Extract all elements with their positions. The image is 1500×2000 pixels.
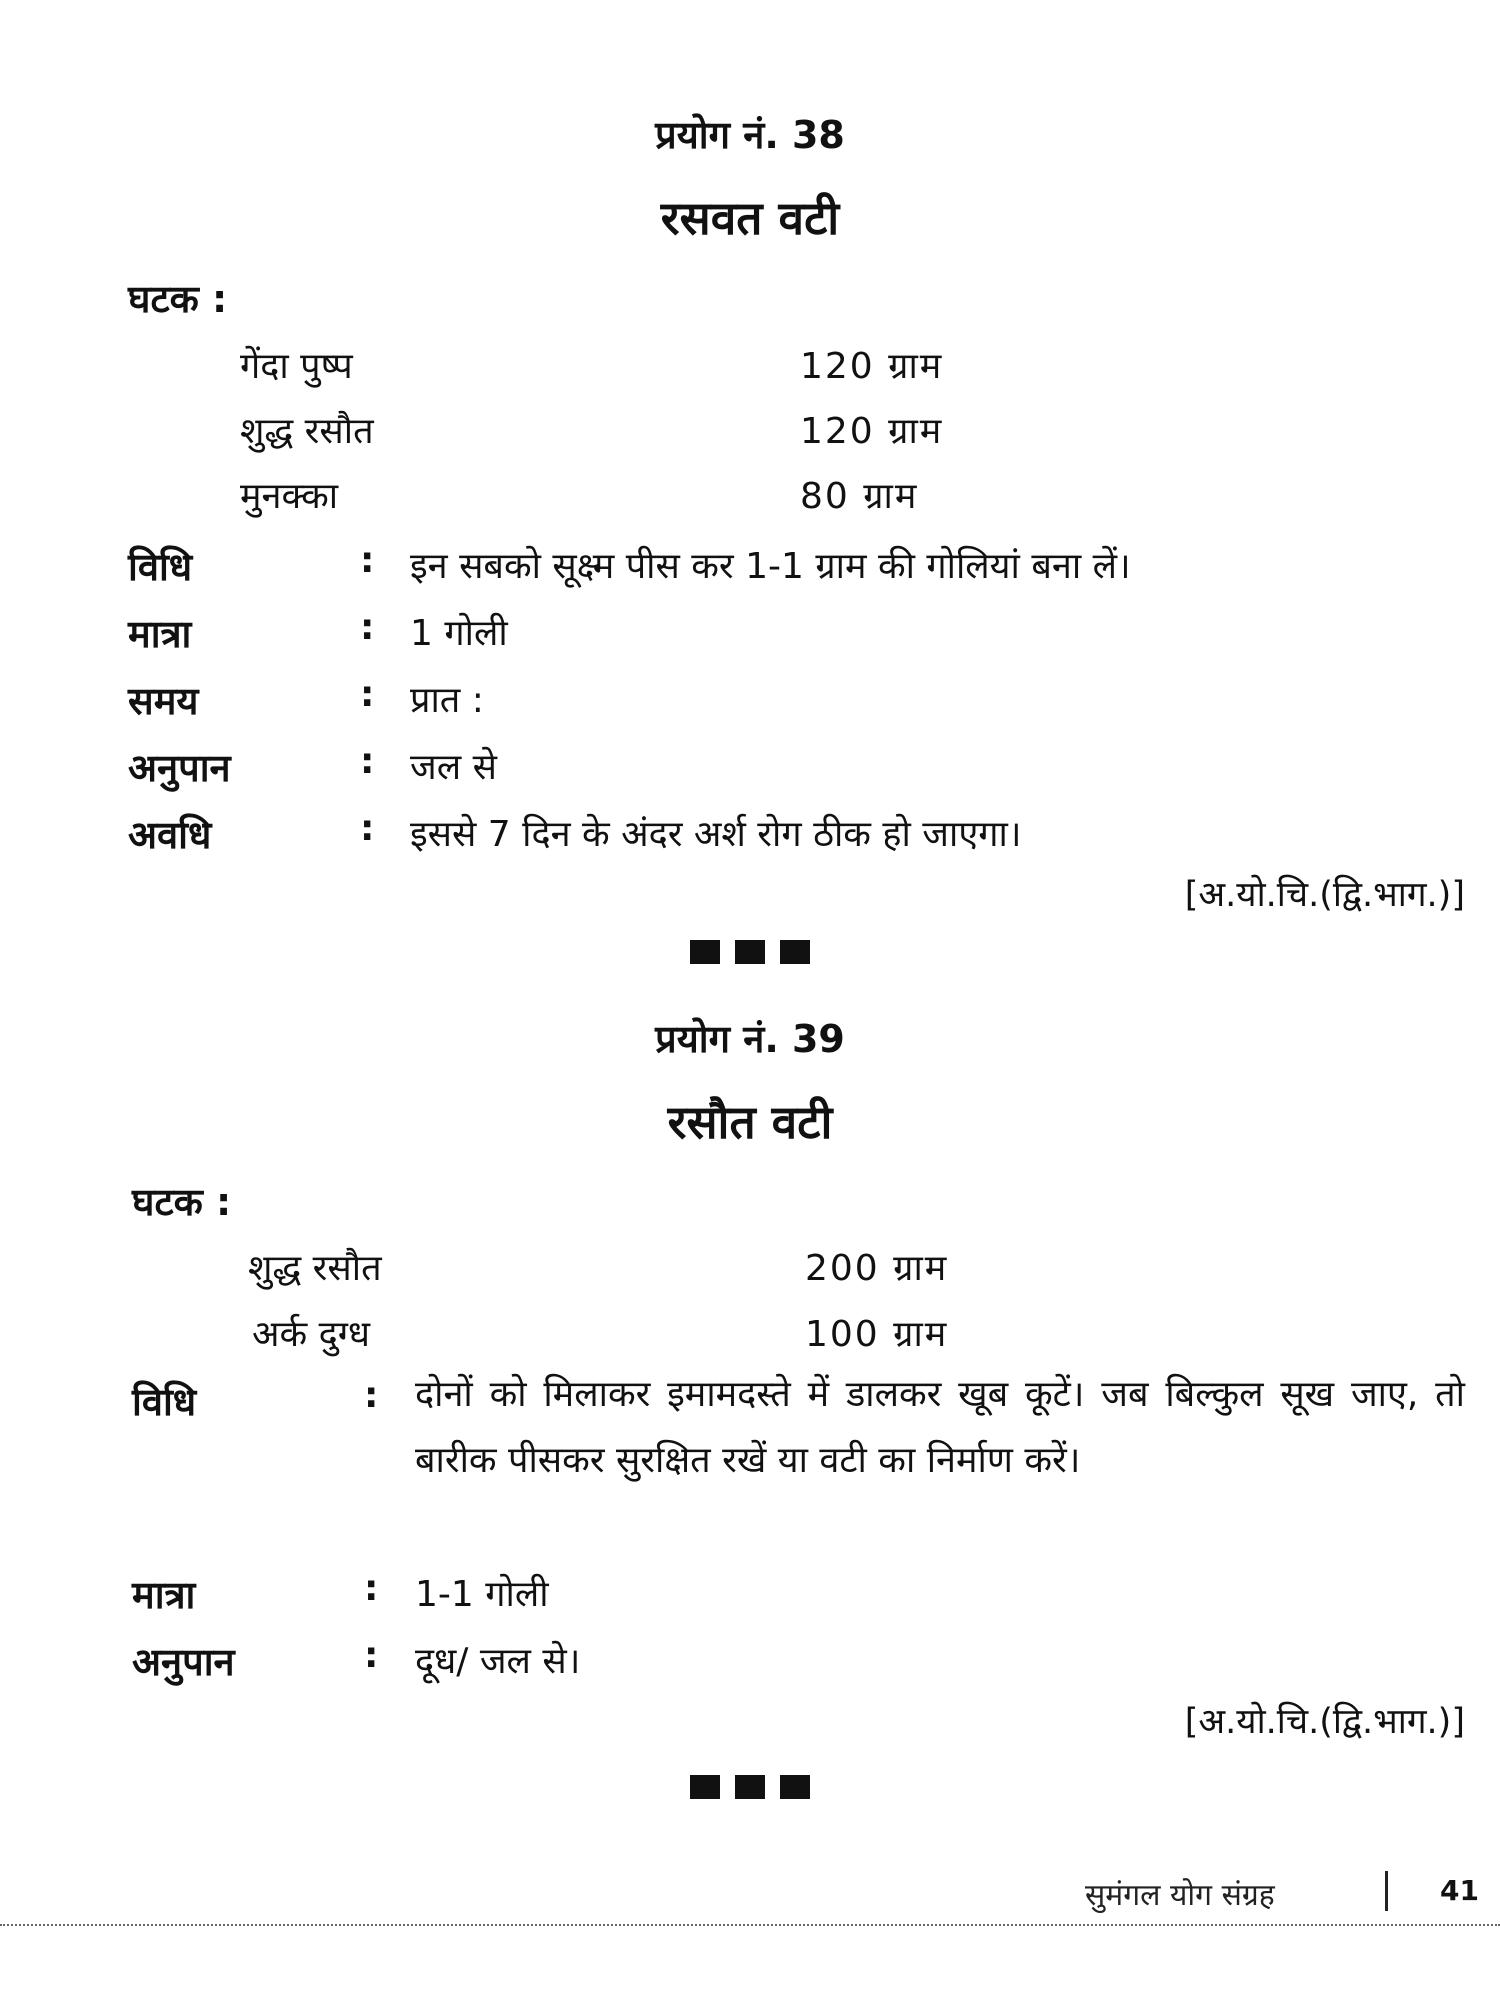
recipe-38-ingredients-label: घटक : [128,277,228,321]
ingredient-quantity: 80 ग्राम [800,476,919,517]
field-label-matra: मात्रा [132,1573,196,1617]
ingredient-name: मुनक्का [240,476,339,517]
field-value-vidhi: दोनों को मिलाकर इमामदस्ते में डालकर खूब कूटें। जब बिल्कुल सूख जाए, तो बारीक पीसकर सुरक्षित रखें या वटी का निर्माण करें। [415,1374,1465,1481]
field-colon: : [360,540,375,581]
recipe-39-heading: प्रयोग नं. 39 [655,1017,845,1061]
page-number: 41 [1440,1874,1479,1907]
recipe-39-ingredients-label: घटक : [132,1180,232,1224]
recipe-38-title: रसवत वटी [660,191,840,245]
field-label-vidhi: विधि [132,1380,197,1424]
section-separator [690,940,810,968]
recipe-38-heading: प्रयोग नं. 38 [655,113,845,157]
field-label-anupan: अनुपान [128,746,231,790]
ingredient-name: अर्क दुग्ध [252,1314,370,1355]
ingredient-quantity: 120 ग्राम [800,411,944,452]
recipe-38-reference: [अ.यो.चि.(द्वि.भाग.)] [1184,875,1465,915]
field-label-matra: मात्रा [128,612,192,656]
field-label-anupan: अनुपान [132,1640,235,1684]
field-colon: : [360,741,375,782]
ingredient-name: शुद्ध रसौत [248,1248,382,1289]
field-value-anupan: जल से [410,747,497,788]
recipe-39-title: रसौत वटी [667,1095,833,1149]
ingredient-quantity: 200 ग्राम [805,1248,949,1289]
field-label-samay: समय [128,679,199,723]
field-value-matra: 1 गोली [410,613,508,654]
footer-dotted-line [0,1924,1500,1926]
field-colon: : [364,1635,379,1676]
field-value-avadhi: इससे 7 दिन के अंदर अर्श रोग ठीक हो जाएगा। [410,814,1022,855]
footer-book-title: सुमंगल योग संग्रह [1085,1878,1275,1913]
field-colon: : [360,808,375,849]
field-value-anupan: दूध/ जल से। [415,1641,581,1682]
footer-divider [1385,1871,1388,1911]
ingredient-quantity: 100 ग्राम [805,1314,949,1355]
section-separator [690,1775,810,1803]
field-colon: : [364,1568,379,1609]
field-value-vidhi: इन सबको सूक्ष्म पीस कर 1-1 ग्राम की गोलियां बना लें। [410,546,1131,587]
field-label-vidhi: विधि [128,545,193,589]
field-value-samay: प्रात : [410,680,484,721]
ingredient-name: शुद्ध रसौत [240,411,374,452]
field-colon: : [360,674,375,715]
field-colon: : [360,607,375,648]
field-label-avadhi: अवधि [128,813,212,857]
ingredient-quantity: 120 ग्राम [800,346,944,387]
recipe-39-reference: [अ.यो.चि.(द्वि.भाग.)] [1184,1702,1465,1742]
field-value-matra: 1-1 गोली [415,1574,549,1615]
ingredient-name: गेंदा पुष्प [240,346,353,387]
field-colon: : [364,1375,379,1416]
